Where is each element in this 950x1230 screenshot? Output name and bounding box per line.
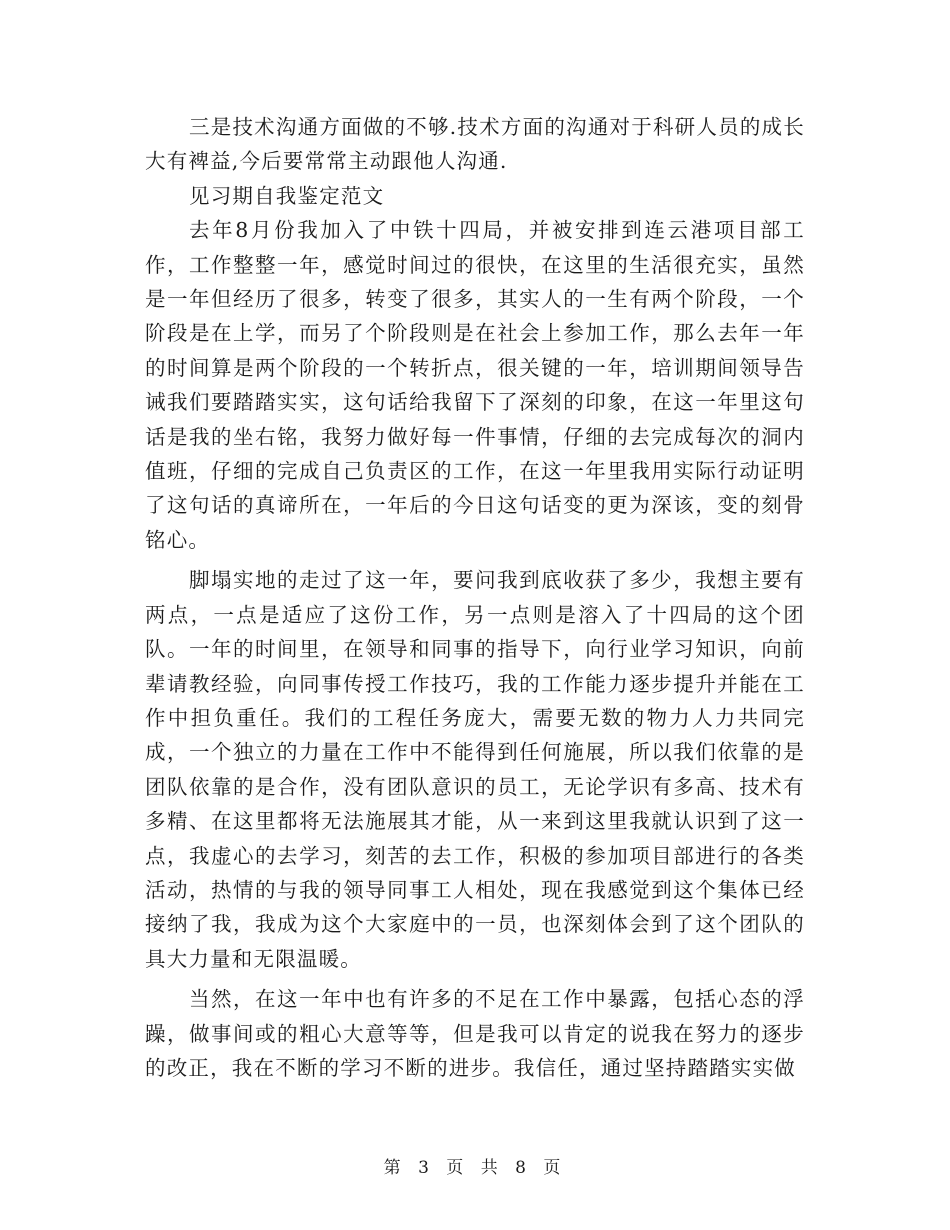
section-heading: 见习期自我鉴定范文 bbox=[189, 183, 385, 208]
document-body bbox=[145, 110, 805, 1085]
paragraph-intro: 去年8月份我加入了中铁十四局，并被安排到连云港项目部工作，工作整整一年，感觉时间过的很快，在这里的生活很充实，虽然是一年但经历了很多，转变了很多，其实人的一生有两个阶段，一个阶段是在上学，而另了个阶段则是在社会上参加工作，那么去年一年的时间算是两个阶段的一个转折点，很关键的一年，培训期间领导告诫我们要踏踏实实，这句话给我留下了深刻的印象，在这一年里这句话是我的坐右铭，我努力做好每一件事情，仔细的去完成每次的洞内值班，仔细的完成自己负责区的工作，在这一年里我用实际行动证明了这句话的真谛所在，一年后的今日这句话变的更为深该，变的刻骨铭心。 bbox=[145, 218, 805, 552]
paragraph-shortcomings: 当然，在这一年中也有许多的不足在工作中暴露，包括心态的浮躁，做事间或的粗心大意等等，但是我可以肯定的说我在努力的逐步的改正，我在不断的学习不断的进步。我信任，通过坚持踏踏实实做 bbox=[145, 987, 805, 1080]
paragraph-tech-communication: 三是技术沟通方面做的不够.技术方面的沟通对于科研人员的成长大有裨益,今后要常常主动跟他人沟通. bbox=[145, 115, 805, 174]
paragraph-team: 脚塌实地的走过了这一年，要问我到底收获了多少，我想主要有两点，一点是适应了这份工作，另一点则是溶入了十四局的这个团队。一年的时间里，在领导和同事的指导下，向行业学习知识，向前辈请教经验，向同事传授工作技巧，我的工作能力逐步提升并能在工作中担负重任。我们的工程任务庞大，需要无数的物力人力共同完成，一个独立的力量在工作中不能得到任何施展，所以我们依靠的是团队依靠的是合作，没有团队意识的员工，无论学识有多高、技术有多精、在这里都将无法施展其才能，从一来到这里我就认识到了这一点，我虚心的去学习，刻苦的去工作，积极的参加项目部进行的各类活动，热情的与我的领导同事工人相处，现在我感觉到这个集体已经接纳了我，我成为这个大家庭中的一员，也深刻体会到了这个团队的具大力量和无限温暖。 bbox=[145, 568, 805, 971]
page-number-footer: 第 3 页 共 8 页 bbox=[383, 1158, 567, 1178]
